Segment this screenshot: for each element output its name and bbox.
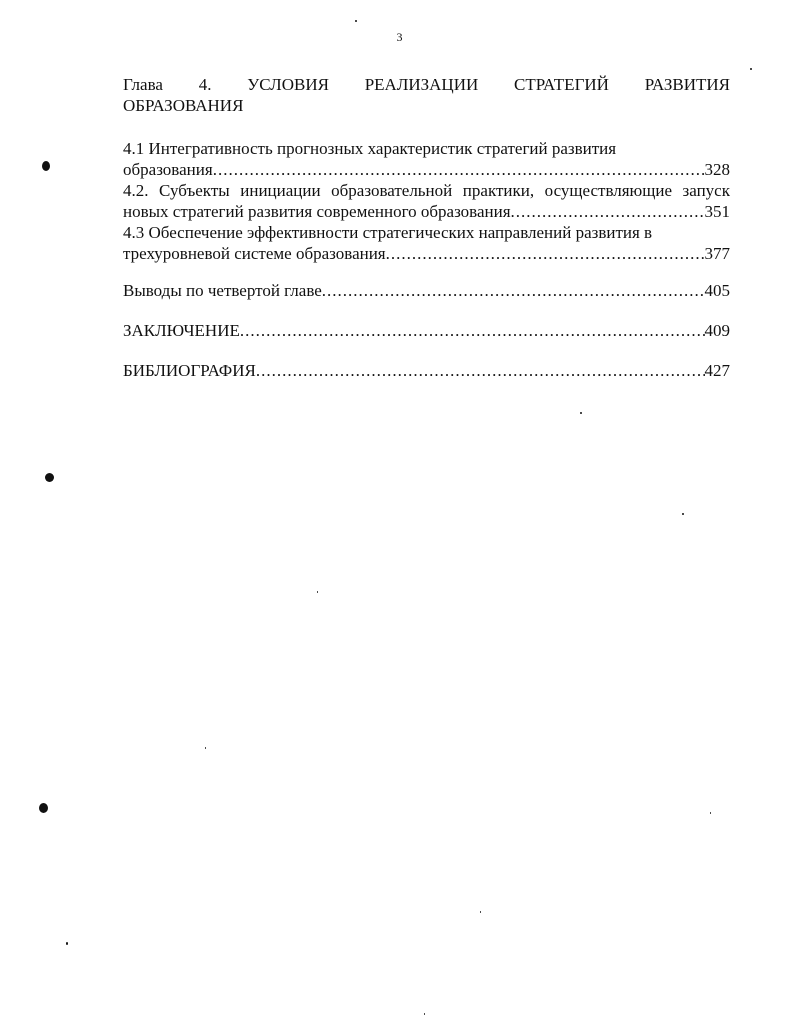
binder-hole-mark	[39, 803, 48, 813]
toc-entry-4-3-leader-line	[123, 243, 730, 264]
table-of-contents	[123, 74, 730, 381]
scan-speck	[205, 747, 206, 749]
dot-leader	[213, 159, 705, 180]
chapter-word-1: УСЛОВИЯ	[247, 75, 329, 94]
toc-entry-summary-page: 409	[704, 321, 730, 340]
dot-leader	[322, 280, 705, 301]
chapter-label: Глава	[123, 75, 163, 94]
toc-entry-4-2-title: 4.2. Субъекты инициации образовательной практики, осуществляющие запуск	[123, 181, 730, 200]
page-number: 3	[396, 30, 403, 44]
scan-speck	[710, 812, 711, 814]
toc-entry-summary-label: ЗАКЛЮЧЕНИЕ	[123, 321, 240, 340]
scan-speck	[682, 513, 684, 515]
toc-entry-4-2[interactable]	[123, 180, 730, 222]
toc-entry-4-1-page: 328	[704, 160, 730, 179]
scan-speck	[66, 942, 68, 945]
scan-speck	[355, 20, 357, 22]
toc-entry-4-3[interactable]	[123, 222, 730, 264]
chapter-heading-line2: ОБРАЗОВАНИЯ	[123, 96, 244, 115]
chapter-word-3: СТРАТЕГИЙ	[514, 75, 609, 94]
chapter-heading	[123, 74, 730, 116]
toc-entry-4-3-title: 4.3 Обеспечение эффективности стратегических направлений развития в	[123, 223, 653, 242]
toc-entry-conclusions[interactable]	[123, 280, 730, 301]
toc-entry-conclusions-page: 405	[704, 281, 730, 300]
scan-speck	[317, 591, 318, 593]
dot-leader	[240, 320, 705, 341]
toc-entry-4-3-page: 377	[704, 244, 730, 263]
toc-entry-4-2-leader-line	[123, 201, 730, 222]
dot-leader	[511, 201, 705, 222]
toc-entry-summary[interactable]	[123, 320, 730, 341]
chapter-number: 4.	[198, 75, 212, 94]
scan-speck	[424, 1013, 425, 1015]
toc-entry-4-1-leader-line	[123, 159, 730, 180]
toc-entry-4-3-title-cont: трехуровневой системе образования	[123, 244, 386, 263]
scan-speck	[480, 911, 481, 913]
toc-entry-bibliography-page: 427	[704, 361, 730, 380]
spacer	[123, 341, 730, 360]
spacer	[123, 264, 730, 280]
binder-hole-mark	[45, 473, 54, 482]
toc-entry-conclusions-label: Выводы по четвертой главе	[123, 281, 322, 300]
toc-entry-4-2-title-cont: новых стратегий развития современного образования	[123, 202, 511, 221]
toc-entry-4-1[interactable]	[123, 138, 730, 180]
binder-hole-mark	[42, 161, 50, 171]
toc-entry-4-2-page: 351	[704, 202, 730, 221]
chapter-word-4: РАЗВИТИЯ	[644, 75, 730, 94]
chapter-word-2: РЕАЛИЗАЦИИ	[364, 75, 479, 94]
dot-leader	[386, 243, 705, 264]
toc-entry-bibliography-label: БИБЛИОГРАФИЯ	[123, 361, 256, 380]
toc-entry-4-1-title: 4.1 Интегративность прогнозных характеристик стратегий развития	[123, 139, 617, 158]
toc-entry-bibliography[interactable]	[123, 360, 730, 381]
dot-leader	[256, 360, 705, 381]
scan-speck	[580, 412, 582, 414]
chapter-heading-line1	[123, 74, 730, 95]
scan-speck	[750, 68, 752, 70]
spacer	[123, 301, 730, 320]
toc-entry-4-1-title-cont: образования	[123, 160, 213, 179]
